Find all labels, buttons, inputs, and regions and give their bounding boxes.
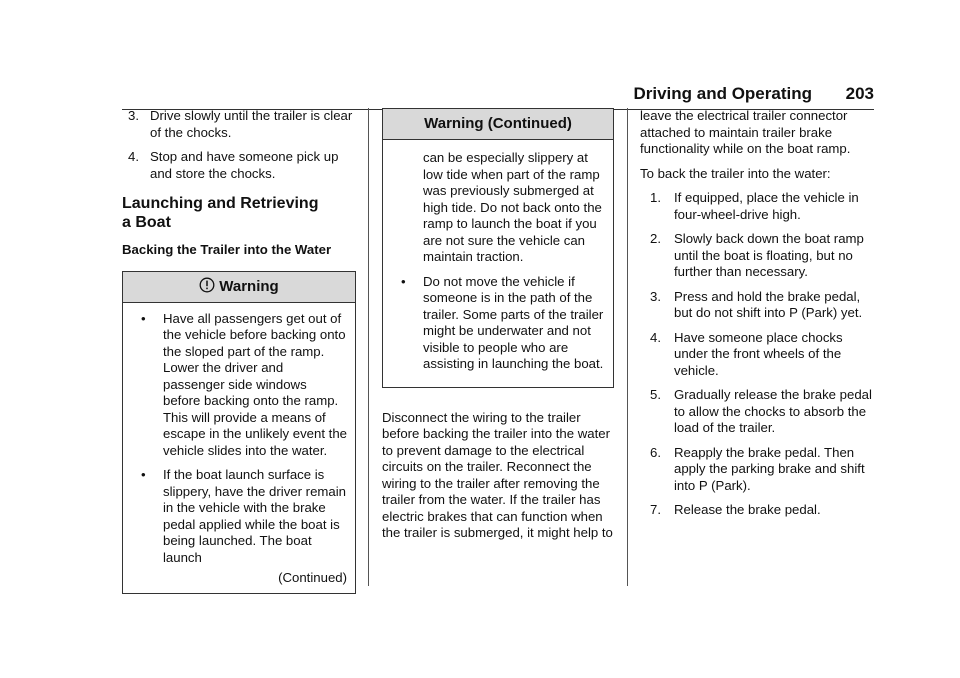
list-item xyxy=(391,274,605,373)
warning-fragment: can be especially slippery at low tide when part of the ramp was previously submerged at high tide. Do not back onto the ramp to launch the boat if you are not sure the vehicle can maintain traction. xyxy=(423,150,602,264)
bullet-text: If the boat launch surface is slippery, have the driver remain in the vehicle with the brake pedal applied while the boat is being launched. The boat launch xyxy=(163,467,346,565)
step-number: 3. xyxy=(128,108,139,123)
step-text: Stop and have someone pick up and store the chocks. xyxy=(150,149,339,181)
bullet-glyph: • xyxy=(401,273,406,289)
step-text: Gradually release the brake pedal to allow the chocks to absorb the load of the trailer. xyxy=(674,387,872,435)
bullet-text: Have all passengers get out of the vehicle before backing onto the sloped part of the ramp. Lower the driver and passenger side windows before backing onto the ramp. This will provide a means of escape in the unlikely event the vehicle slides into the water. xyxy=(163,310,348,458)
list-item xyxy=(131,467,347,566)
section-heading-line: a Boat xyxy=(122,214,171,231)
steps-list xyxy=(640,190,876,519)
step-number: 3. xyxy=(650,288,661,304)
step-number: 4. xyxy=(650,329,661,345)
column-divider xyxy=(627,108,628,586)
bullet-glyph: • xyxy=(141,310,146,326)
page-header xyxy=(0,80,960,110)
column-right xyxy=(640,108,876,527)
list-item xyxy=(640,502,876,519)
warning-title: Warning xyxy=(219,277,279,295)
step-number: 5. xyxy=(650,387,661,402)
step-text: Have someone place chocks under the front wheels of the vehicle. xyxy=(674,329,843,378)
column-divider xyxy=(368,108,369,586)
step-text: Press and hold the brake pedal, but do not shift into P (Park) yet. xyxy=(674,288,863,320)
step-number: 2. xyxy=(650,231,661,246)
steps-list xyxy=(122,108,356,182)
section-title: Driving and Operating xyxy=(633,84,812,103)
list-item xyxy=(640,231,876,281)
step-text: If equipped, place the vehicle in four-wheel-drive high. xyxy=(674,190,859,222)
warning-body xyxy=(123,303,355,593)
step-text: Slowly back down the boat ramp until the boat is floating, but no further than necessary. xyxy=(674,231,864,279)
warning-icon xyxy=(199,274,215,304)
list-item xyxy=(640,330,876,380)
bullet-text: Do not move the vehicle if someone is in the path of the trailer. Some parts of the trailer might be underwater and not visible to people who are assisting in launching the boat. xyxy=(423,273,604,371)
list-item xyxy=(640,190,876,223)
column-left xyxy=(122,108,356,608)
paragraph: Disconnect the wiring to the trailer before backing the trailer into the water to prevent damage to the electrical circuits on the trailer. Reconnect the wiring to the trailer after removing the trailer from the water. If the trailer has electric brakes that can function when the trailer is submerged, it might help to xyxy=(382,409,613,540)
subsection-heading: Backing the Trailer into the Water xyxy=(122,242,332,257)
list-item xyxy=(131,311,347,460)
bullet-glyph: • xyxy=(141,467,146,482)
list-item xyxy=(122,149,356,182)
step-number: 7. xyxy=(650,502,661,517)
list-item xyxy=(640,445,876,495)
warning-box-continued xyxy=(382,108,614,388)
step-number: 6. xyxy=(650,444,661,460)
page-number: 203 xyxy=(845,84,874,103)
list-item xyxy=(640,387,876,437)
steps-intro: To back the trailer into the water: xyxy=(640,165,831,181)
list-item xyxy=(122,108,356,141)
paragraph: leave the electrical trailer connector attached to maintain trailer brake functionality while on the boat ramp. xyxy=(640,108,851,156)
warning-box xyxy=(122,271,356,594)
step-text: Reapply the brake pedal. Then apply the parking brake and shift into P (Park). xyxy=(674,444,865,493)
section-heading-line: Launching and Retrieving xyxy=(122,195,319,212)
step-text: Release the brake pedal. xyxy=(674,502,821,517)
step-number: 1. xyxy=(650,190,661,205)
section-heading xyxy=(122,194,356,232)
step-text: Drive slowly until the trailer is clear of the chocks. xyxy=(150,108,353,140)
warning-header xyxy=(123,272,355,303)
warning-body xyxy=(383,140,613,387)
column-middle xyxy=(382,108,614,550)
step-number: 4. xyxy=(128,149,139,164)
warning-header: Warning (Continued) xyxy=(383,109,613,140)
list-item xyxy=(640,289,876,322)
continued-label: (Continued) xyxy=(278,570,347,585)
